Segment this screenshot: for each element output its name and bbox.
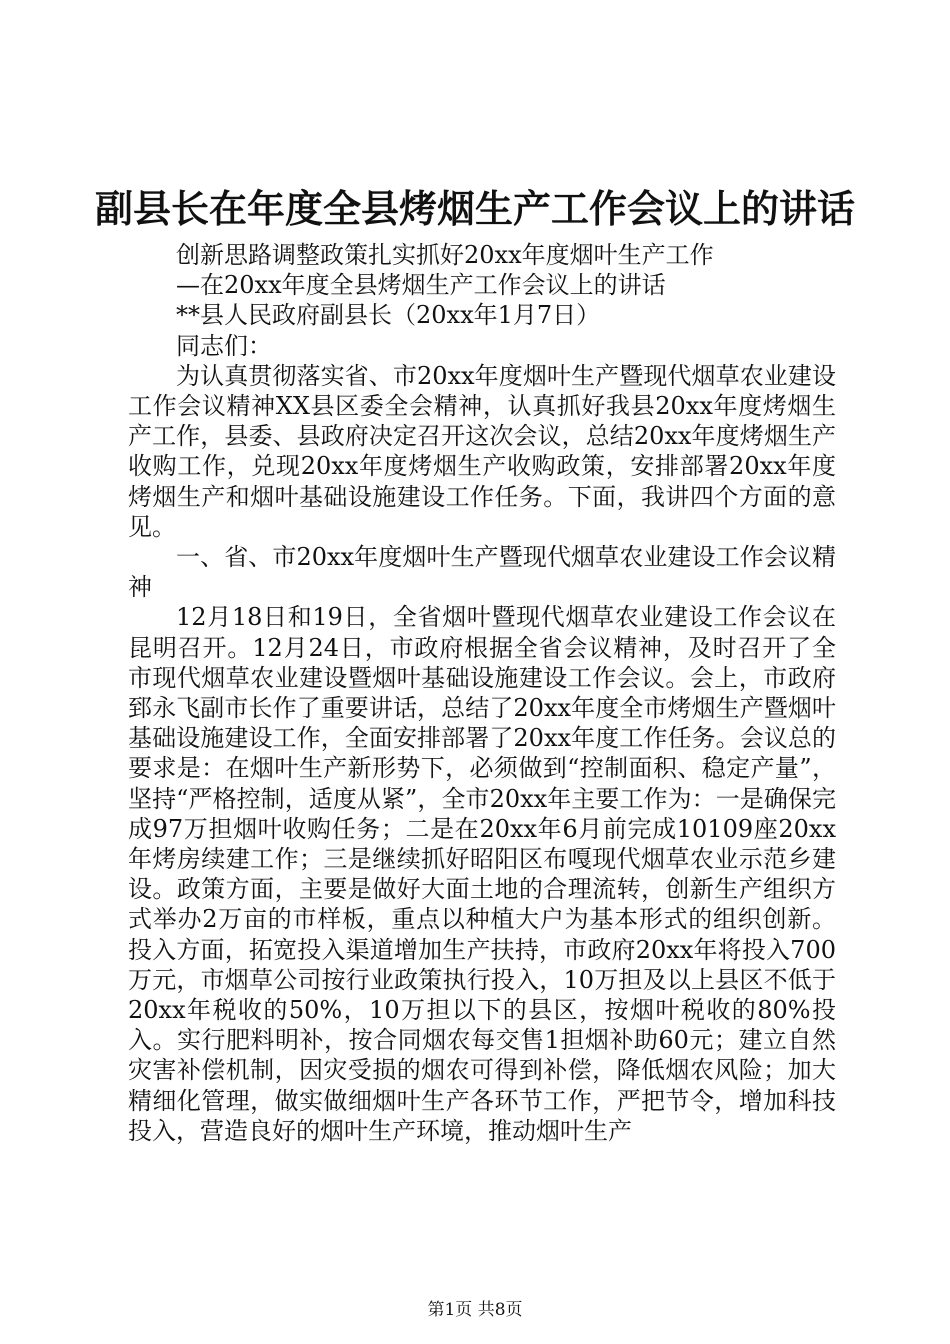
subtitle-line-1: 创新思路调整政策扎实抓好20xx年度烟叶生产工作 <box>176 241 714 269</box>
document-body <box>128 240 836 1146</box>
paragraph-2: 12月18日和19日，全省烟叶暨现代烟草农业建设工作会议在昆明召开。12月24日，市政府根据全省会议精神，及时召开了全市现代烟草农业建设暨烟叶基础设施建设工作会议。会上，市政府郅永飞副市长作了重要讲话，总结了20xx年度全市烤烟生产暨烟叶基础设施建设工作，全面安排部署了20xx年度工作任务。会议总的要求是：在烟叶生产新形势下，必须做到“控制面积、稳定产量”，坚持“严格控制，适度从紧”，全市20xx年主要工作为：一是确保完成97万担烟叶收购任务；二是在20xx年6月前完成10109座20xx年烤房续建工作；三是继续抓好昭阳区布嘎现代烟草农业示范乡建设。政策方面，主要是做好大面土地的合理流转，创新生产组织方式举办2万亩的市样板，重点以种植大户为基本形式的组织创新。投入方面，拓宽投入渠道增加生产扶持，市政府20xx年将投入700万元，市烟草公司按行业政策执行投入，10万担及以上县区不低于20xx年税收的50%，10万担以下的县区，按烟叶税收的80%投入。实行肥料明补，按合同烟农每交售1担烟补助60元；建立自然灾害补偿机制，因灾受损的烟农可得到补偿，降低烟农风险；加大精细化管理，做实做细烟叶生产各环节工作，严把节令，增加科技投入，营造良好的烟叶生产环境，推动烟叶生产 <box>128 603 836 1145</box>
speaker-line: **县人民政府副县长（20xx年1月7日） <box>176 301 601 330</box>
document-title: 副县长在年度全县烤烟生产工作会议上的讲话 <box>94 186 855 231</box>
section-heading-1: 一、省、市20xx年度烟叶生产暨现代烟草农业建设工作会议精神 <box>128 543 836 602</box>
paragraph-1: 为认真贯彻落实省、市20xx年度烟叶生产暨现代烟草农业建设工作会议精神XX县区委全会精神，认真抓好我县20xx年度烤烟生产工作，县委、县政府决定召开这次会议，总结20xx年度烤烟生产收购工作，兑现20xx年度烤烟生产收购政策，安排部署20xx年度烤烟生产和烟叶基础设施建设工作任务。下面，我讲四个方面的意见。 <box>128 361 836 541</box>
subtitle-line-2: —在20xx年度全县烤烟生产工作会议上的讲话 <box>176 271 666 300</box>
page-footer: 第1页 共8页 <box>427 1300 523 1320</box>
salutation: 同志们： <box>176 331 272 360</box>
